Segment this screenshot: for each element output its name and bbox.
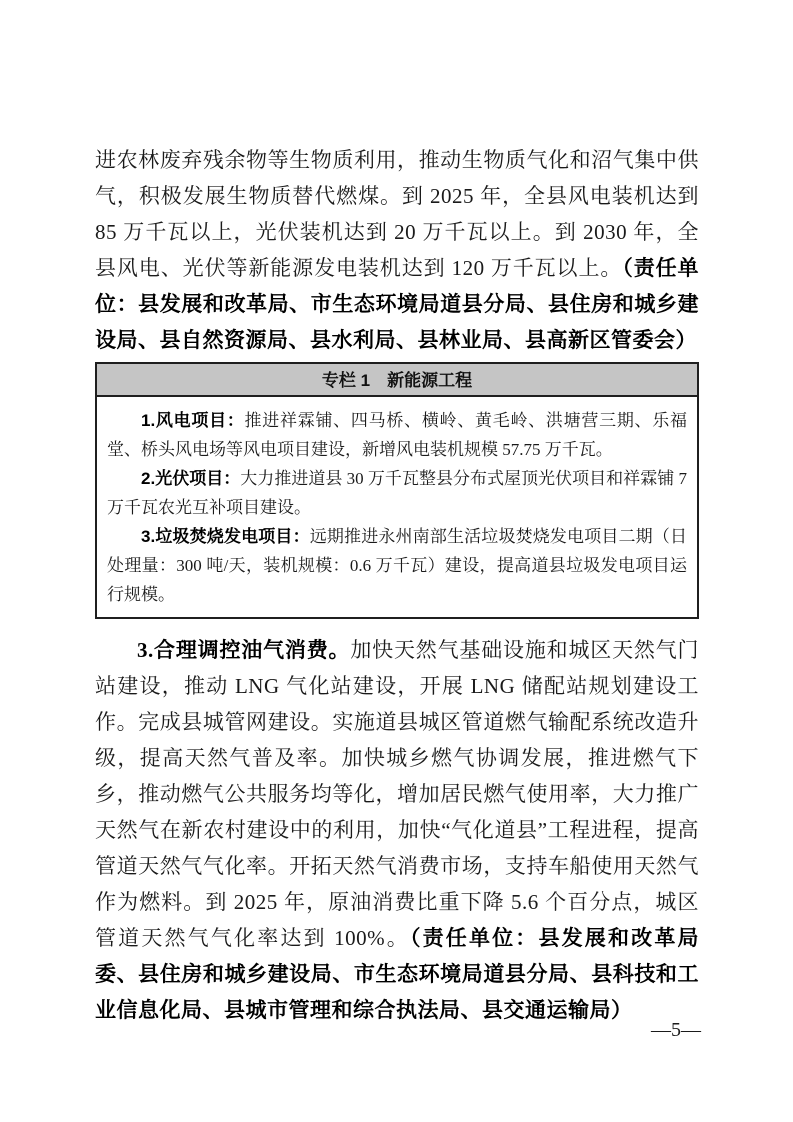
callout-item-wind-power-text: 推进祥霖铺、四马桥、横岭、黄毛岭、洪塘营三期、乐福堂、桥头风电场等风电项目建设，新增风电装机规模 57.75 万千瓦。 [107, 411, 687, 459]
callout-box-new-energy [95, 362, 699, 619]
callout-item-wind-power-label: 1.风电项目： [141, 411, 245, 430]
paragraph-energy [95, 142, 699, 358]
callout-item-wind-power [107, 406, 687, 464]
callout-item-photovoltaic-text: 大力推进道县 30 万千瓦整县分布式屋顶光伏项目和祥霖铺 7 万千瓦农光互补项目建设。 [107, 469, 687, 517]
callout-box-body [97, 397, 697, 617]
paragraph-energy-text: 进农林废弃残余物等生物质利用，推动生物质气化和沼气集中供气，积极发展生物质替代燃煤。到 2025 年，全县风电装机达到 85 万千瓦以上，光伏装机达到 20 万千瓦以上。到 2030 年，全县风电、光伏等新能源发电装机达到 120 万千瓦以上。 [95, 148, 699, 280]
callout-item-photovoltaic [107, 464, 687, 522]
paragraph-oil-gas [95, 632, 699, 1028]
paragraph-oil-gas-heading: 3.合理调控油气消费。 [137, 638, 351, 662]
callout-item-waste-incineration [107, 522, 687, 609]
callout-item-waste-incineration-label: 3.垃圾焚烧发电项目： [141, 527, 310, 546]
page-number: —5— [651, 1019, 701, 1041]
callout-item-photovoltaic-label: 2.光伏项目： [141, 469, 241, 488]
paragraph-oil-gas-responsible-units: （责任单位：县发展和改革局委、县住房和城乡建设局、市生态环境局道县分局、县科技和工业信息化局、县城市管理和综合执法局、县交通运输局） [95, 926, 699, 1022]
paragraph-energy-responsible-units: （责任单位：县发展和改革局、市生态环境局道县分局、县住房和城乡建设局、县自然资源局、县水利局、县林业局、县高新区管委会） [95, 256, 700, 352]
document-content [95, 142, 699, 1028]
callout-item-waste-incineration-text: 远期推进永州南部生活垃圾焚烧发电项目二期（日处理量：300 吨/天，装机规模：0.6 万千瓦）建设，提高道县垃圾发电项目运行规模。 [107, 527, 687, 604]
callout-box-title: 专栏 1 新能源工程 [97, 364, 697, 397]
paragraph-oil-gas-text: 加快天然气基础设施和城区天然气门站建设，推动 LNG 气化站建设，开展 LNG 储配站规划建设工作。完成县城管网建设。实施道县城区管道燃气输配系统改造升级，提高天然气普及率。加快城乡燃气协调发展，推进燃气下乡，推动燃气公共服务均等化，增加居民燃气使用率，大力推广天然气在新农村建设中的利用，加快“气化道县”工程进程，提高管道天然气气化率。开拓天然气消费市场，支持车船使用天然气作为燃料。到 2025 年，原油消费比重下降 5.6 个百分点，城区管道天然气气化率达到 100%。 [95, 638, 700, 950]
